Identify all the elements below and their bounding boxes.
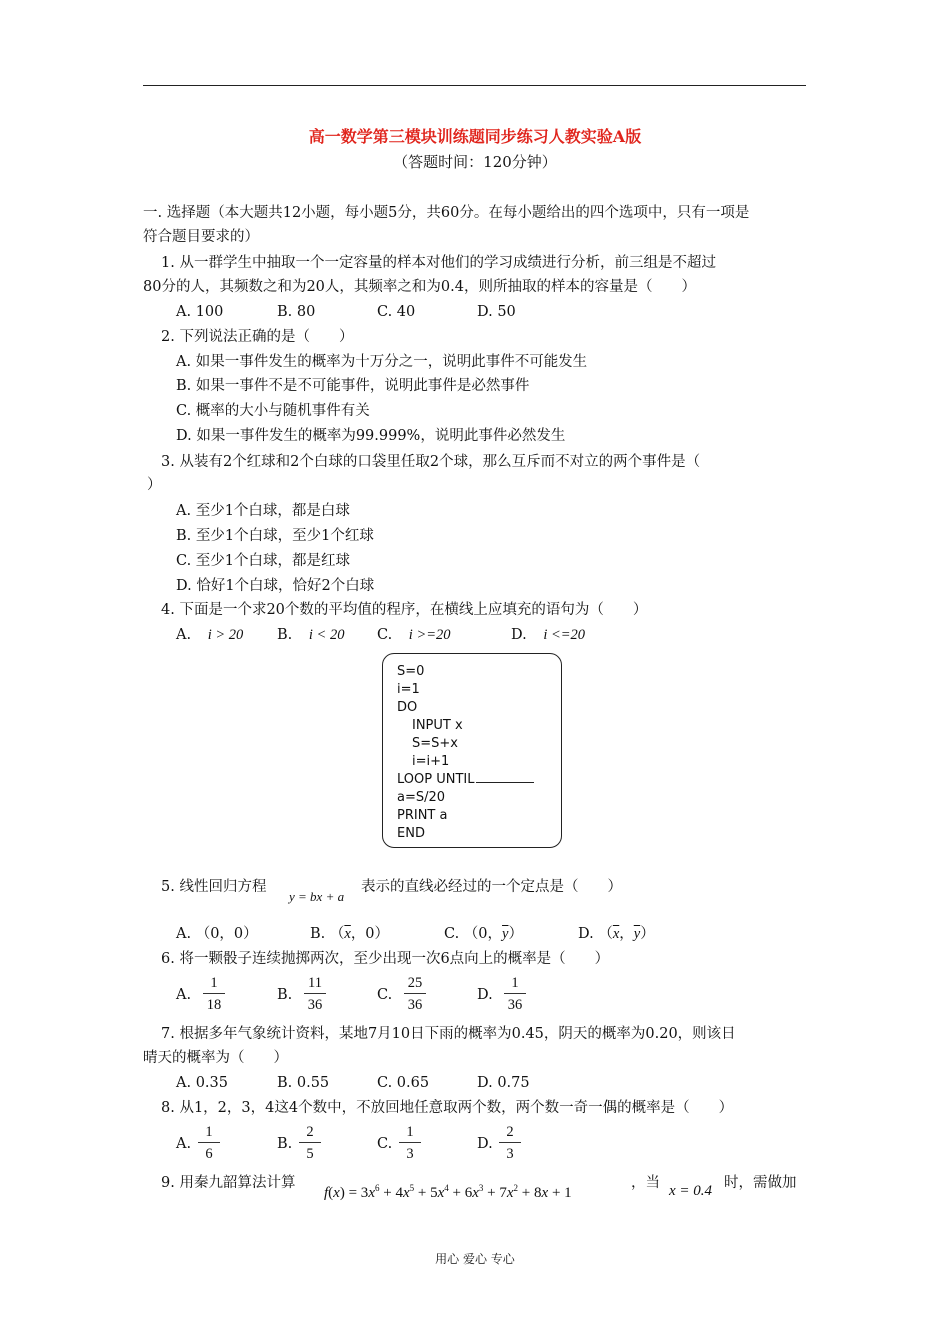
q2-option-a: A. 如果一事件发生的概率为十万分之一，说明此事件不可能发生 [176, 354, 588, 370]
q9-x-value: x = 0.4 [669, 1183, 713, 1199]
q6-option-b-label: B. [277, 987, 293, 1003]
q1-stem-line1: 1. 从一群学生中抽取一个一定容量的样本对他们的学习成绩进行分析，前三组是不超过 [161, 255, 716, 271]
q4-option-d-label: D. [511, 627, 527, 643]
q6-a-denominator: 18 [206, 997, 222, 1013]
q1-stem-line2: 80分的人，其频数之和为20人，其频率之和为0.4，则所抽取的样本的容量是（ ） [143, 279, 696, 295]
q5-option-c-ybar: $\overline{y}$ [502, 926, 509, 942]
q5-option-d-tail: ） [640, 926, 655, 942]
code-line-3: DO [397, 700, 418, 715]
code-line-9: PRINT a [397, 808, 448, 823]
q8-option-a-fraction [196, 1122, 222, 1163]
code-fill-blank [476, 782, 534, 783]
q4-option-a [176, 625, 243, 645]
q6-option-c-fraction [402, 973, 428, 1014]
section-intro-line1: 一. 选择题（本大题共12小题，每小题5分，共60分。在每小题给出的四个选项中，只有一项是 [143, 205, 750, 221]
q6-option-a-fraction [201, 973, 227, 1014]
q5-option-d-sep: ， [619, 926, 634, 942]
q5-option-d-xbar: $\overline{x}$ [612, 926, 620, 942]
q9-stem-mid: ，当 [631, 1175, 660, 1191]
q8-option-b-fraction [297, 1122, 323, 1163]
q7-stem-line2: 晴天的概率为（ ） [143, 1050, 288, 1066]
code-line-6: i=i+1 [412, 754, 450, 769]
q3-option-d: D. 恰好1个白球，恰好2个白球 [176, 578, 375, 594]
q9-stem-pre: 9. 用秦九韶算法计算 [161, 1175, 296, 1191]
q5-regression-formula: y = bx + a [289, 889, 345, 904]
q7-stem-line1: 7. 根据多年气象统计资料，某地7月10日下雨的概率为0.45，阴天的概率为0.20，则该日 [161, 1026, 736, 1042]
q6-stem: 6. 将一颗骰子连续抛掷两次，至少出现一次6点向上的概率是（ ） [161, 951, 610, 967]
section-intro-line2: 符合题目要求的） [143, 229, 259, 245]
code-line-2: i=1 [397, 682, 420, 697]
q1-option-c: C. 40 [377, 304, 416, 320]
q6-a-numerator: 1 [210, 975, 218, 991]
q5-option-d [578, 924, 655, 944]
q2-option-d: D. 如果一事件发生的概率为99.999%，说明此事件必然发生 [176, 428, 566, 444]
q8-option-c-label: C. [377, 1136, 393, 1152]
page-title: 高一数学第三模块训练题同步练习人教实验A版 [308, 127, 642, 146]
q7-option-c: C. 0.65 [377, 1075, 430, 1091]
q4-option-b [277, 625, 344, 645]
q1-option-b: B. 80 [277, 304, 316, 320]
q9-polynomial: $f(x) = 3x^6 + 4x^5 + 5x^4 + 6x^3 + 7x^2 + 8x + 1$ [324, 1183, 572, 1201]
q5-option-b-xbar: $\overline{x}$ [344, 926, 351, 942]
q8-option-c-fraction [397, 1122, 423, 1163]
q5-option-d-label: D. （ [578, 926, 613, 942]
q5-option-c-label: C. （0， [444, 926, 503, 942]
q5-option-a: A. （0，0） [176, 926, 258, 942]
q2-stem: 2. 下列说法正确的是（ ） [161, 329, 354, 345]
q5-option-b [310, 924, 389, 944]
q6-c-denominator: 36 [407, 997, 423, 1013]
q5-stem-pre: 5. 线性回归方程 [161, 879, 267, 895]
q6-b-numerator: 11 [308, 975, 322, 991]
q1-option-a: A. 100 [176, 304, 224, 320]
q5-stem-post: 表示的直线必经过的一个定点是（ ） [361, 879, 622, 895]
q5-option-b-label: B. （ [310, 926, 345, 942]
q4-option-c-label: C. [377, 627, 393, 643]
q7-option-b: B. 0.55 [277, 1075, 330, 1091]
q7-option-d: D. 0.75 [477, 1075, 530, 1091]
q4-option-d [511, 625, 585, 645]
q2-option-b: B. 如果一事件不是不可能事件，说明此事件是必然事件 [176, 378, 530, 394]
code-loop-until: LOOP UNTIL [397, 772, 475, 787]
q6-b-denominator: 36 [307, 997, 323, 1013]
page-footer: 用心 爱心 专心 [435, 1252, 515, 1266]
q4-option-a-label: A. [176, 627, 192, 643]
page-subtitle: （答题时间：120分钟） [393, 153, 557, 171]
q4-option-a-expr: i > 20 [207, 627, 244, 643]
q8-c-denominator: 3 [406, 1146, 414, 1162]
q4-option-c [377, 625, 451, 645]
q3-option-b: B. 至少1个白球，至少1个红球 [176, 528, 374, 544]
q4-option-d-expr: i <=20 [543, 627, 586, 643]
code-line-7 [397, 771, 534, 789]
q3-option-c: C. 至少1个白球，都是红球 [176, 553, 351, 569]
code-line-8: a=S/20 [397, 790, 446, 805]
header-rule [143, 85, 806, 86]
q7-option-a: A. 0.35 [176, 1075, 228, 1091]
q9-stem-post: 时，需做加 [724, 1175, 797, 1191]
q8-d-numerator: 2 [506, 1124, 514, 1140]
q8-a-numerator: 1 [205, 1124, 213, 1140]
q8-b-denominator: 5 [306, 1146, 314, 1162]
q3-option-a: A. 至少1个白球，都是白球 [176, 503, 350, 519]
q4-option-b-label: B. [277, 627, 293, 643]
q6-option-b-fraction [302, 973, 328, 1014]
q6-c-numerator: 25 [407, 975, 423, 991]
q8-option-d-fraction [497, 1122, 523, 1163]
q1-option-d: D. 50 [477, 304, 516, 320]
q6-option-d-label: D. [477, 987, 493, 1003]
q8-option-a-label: A. [176, 1136, 192, 1152]
q5-option-c-tail: ） [508, 926, 523, 942]
code-line-5: S=S+x [412, 736, 458, 751]
q8-stem: 8. 从1，2，3，4这4个数中，不放回地任意取两个数，两个数一奇一偶的概率是（ ） [161, 1100, 734, 1116]
q6-d-denominator: 36 [507, 997, 523, 1013]
q8-option-d-label: D. [477, 1136, 493, 1152]
q3-stem-line1: 3. 从装有2个红球和2个白球的口袋里任取2个球，那么互斥而不对立的两个事件是（ [161, 454, 701, 470]
q8-b-numerator: 2 [306, 1124, 314, 1140]
q5-option-d-ybar: $\overline{y}$ [633, 926, 641, 942]
q4-stem: 4. 下面是一个求20个数的平均值的程序，在横线上应填充的语句为（ ） [161, 602, 648, 618]
q8-c-numerator: 1 [406, 1124, 414, 1140]
q6-option-d-fraction [502, 973, 528, 1014]
q8-option-b-label: B. [277, 1136, 293, 1152]
code-line-1: S=0 [397, 664, 425, 679]
q2-option-c: C. 概率的大小与随机事件有关 [176, 403, 370, 419]
q5-option-b-tail: ，0） [350, 926, 390, 942]
q4-option-b-expr: i < 20 [308, 627, 345, 643]
q3-stem-line2: ） [147, 477, 162, 493]
q6-option-a-label: A. [176, 987, 192, 1003]
q5-option-c [444, 924, 523, 944]
q8-a-denominator: 6 [205, 1146, 213, 1162]
q6-d-numerator: 1 [511, 975, 519, 991]
q4-option-c-expr: i >=20 [408, 627, 451, 643]
code-line-4: INPUT x [412, 718, 463, 733]
q8-d-denominator: 3 [506, 1146, 514, 1162]
q6-option-c-label: C. [377, 987, 393, 1003]
code-line-10: END [397, 826, 425, 841]
